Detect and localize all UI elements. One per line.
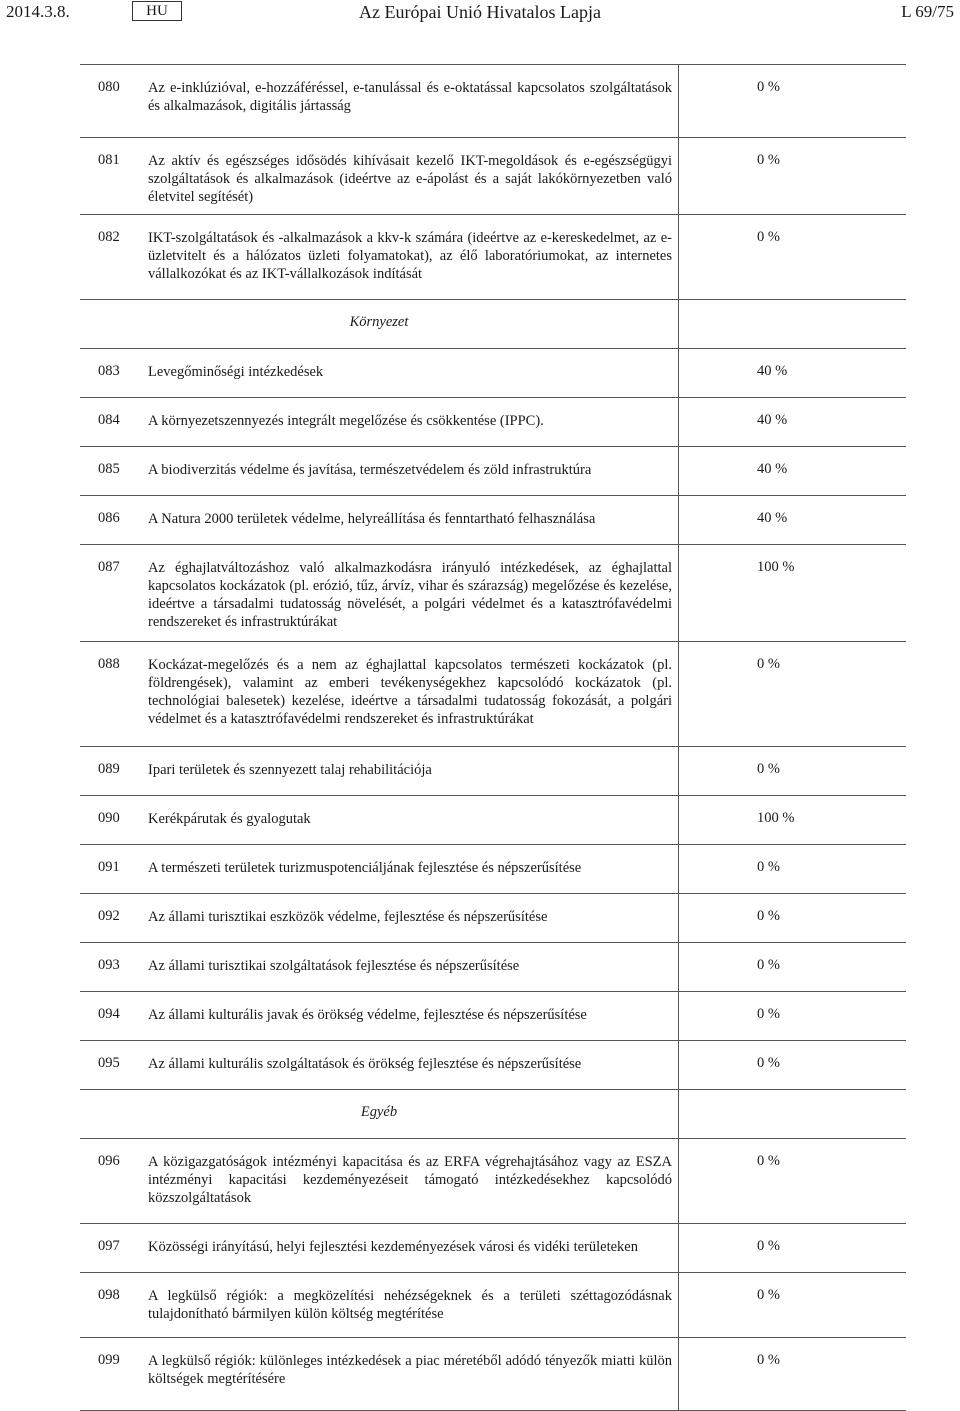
intervention-description: A legkülső régiók: különleges intézkedések a piac méretéből adódó tényezők miatti külön költségek megtérítésére [148, 1353, 672, 1387]
intervention-description: Kockázat-megelőzés és a nem az éghajlattal kapcsolatos természeti kockázatok (pl. földrengések), valamint az emberi tevékenységekhez kapcsolódó kockázatok (pl. technológiai balesetek) kezelése, ideértve a társadalmi tudatosság fokozását, a polgári védelmet és a katasztrófavédelmi rendszereket és infrastruktúrákat [148, 657, 672, 727]
language-code-box: HU [132, 1, 182, 21]
page-number: L 69/75 [901, 2, 954, 21]
coefficient-value: 0 % [678, 992, 906, 1040]
intervention-description: A környezetszennyezés integrált megelőzése és csökkentése (IPPC). [148, 413, 544, 429]
table-row [80, 747, 906, 796]
table-row [80, 845, 906, 894]
intervention-description: Közösségi irányítású, helyi fejlesztési kezdeményezések városi és vidéki területeken [148, 1239, 638, 1255]
coefficient-value: 0 % [678, 1273, 906, 1337]
coefficient-value: 0 % [678, 1041, 906, 1089]
intervention-code: 085 [98, 461, 120, 477]
table-row [80, 65, 906, 138]
intervention-code: 086 [98, 510, 120, 526]
coefficient-value: 0 % [678, 894, 906, 942]
intervention-code: 092 [98, 908, 120, 924]
intervention-code: 083 [98, 363, 120, 379]
intervention-code: 089 [98, 761, 120, 777]
intervention-code: 091 [98, 859, 120, 875]
section-title: Környezet [349, 314, 409, 330]
intervention-code: 099 [98, 1352, 120, 1368]
intervention-code: 082 [98, 229, 120, 245]
intervention-description: Az aktív és egészséges idősödés kihívásait kezelő IKT-megoldások és e-egészségügyi szolgáltatások és alkalmazások (ideértve az e-ápolást és a saját lakókörnyezetben való életvitel segítését) [148, 153, 672, 205]
coefficient-value: 0 % [678, 1139, 906, 1223]
table-row [80, 398, 906, 447]
intervention-description: Levegőminőségi intézkedések [148, 364, 324, 380]
coefficient-value: 0 % [678, 215, 906, 299]
intervention-code: 088 [98, 656, 120, 672]
intervention-code: 097 [98, 1238, 120, 1254]
publication-date: 2014.3.8. [6, 2, 70, 21]
section-heading-row [80, 300, 906, 349]
table-row [80, 1338, 906, 1410]
coefficient-value: 0 % [678, 845, 906, 893]
intervention-description: Az e-inklúzióval, e-hozzáféréssel, e-tanulással és e-oktatással kapcsolatos szolgáltatások és alkalmazások, digitális jártasság [148, 80, 672, 114]
coefficient-value: 100 % [678, 545, 906, 641]
coefficient-value: 40 % [678, 398, 906, 446]
coefficient-value: 0 % [678, 943, 906, 991]
coefficient-cell [678, 300, 906, 348]
intervention-description: IKT-szolgáltatások és -alkalmazások a kkv-k számára (ideértve az e-kereskedelmet, az e-üzletvitelt és a hálózatos üzleti folyamatokat), az élő laboratóriumokat, az internetes vállalkozókat és az IKT-vállalkozások indítását [148, 230, 672, 282]
coefficient-value: 0 % [678, 138, 906, 214]
table-row [80, 496, 906, 545]
intervention-code: 084 [98, 412, 120, 428]
intervention-code: 095 [98, 1055, 120, 1071]
intervention-code: 080 [98, 79, 120, 95]
journal-title: Az Európai Unió Hivatalos Lapja [359, 2, 601, 22]
intervention-description: Ipari területek és szennyezett talaj rehabilitációja [148, 762, 432, 778]
intervention-description: Az állami kulturális szolgáltatások és örökség fejlesztése és népszerűsítése [148, 1056, 582, 1072]
coefficient-value: 40 % [678, 496, 906, 544]
intervention-code: 090 [98, 810, 120, 826]
intervention-description: A biodiverzitás védelme és javítása, természetvédelem és zöld infrastruktúra [148, 462, 592, 478]
intervention-code: 094 [98, 1006, 120, 1022]
table-row [80, 943, 906, 992]
intervention-description: Az éghajlatváltozáshoz való alkalmazkodásra irányuló intézkedések, az éghajlattal kapcsolatos kockázatok (pl. erózió, tűz, árvíz, vihar és szárazság) megelőzése és kezelése, ideértve a társadalmi tudatosság növelését, a polgári védelmet és a katasztrófavédelmi rendszereket és infrastruktúrákat [148, 560, 672, 630]
coefficient-value: 0 % [678, 642, 906, 746]
table-row [80, 215, 906, 300]
table-row [80, 138, 906, 215]
table-row [80, 1041, 906, 1090]
intervention-description: Az állami turisztikai szolgáltatások fejlesztése és népszerűsítése [148, 958, 520, 974]
intervention-description: A természeti területek turizmuspotenciáljának fejlesztése és népszerűsítése [148, 860, 582, 876]
coefficient-value: 0 % [678, 1224, 906, 1272]
table-row [80, 642, 906, 747]
coefficient-value: 0 % [678, 747, 906, 795]
coefficient-value: 100 % [678, 796, 906, 844]
intervention-code: 093 [98, 957, 120, 973]
intervention-table [80, 64, 906, 1411]
table-row [80, 1273, 906, 1338]
intervention-description: Kerékpárutak és gyalogutak [148, 811, 311, 827]
intervention-description: Az állami turisztikai eszközök védelme, fejlesztése és népszerűsítése [148, 909, 548, 925]
table-row [80, 894, 906, 943]
table-row [80, 447, 906, 496]
coefficient-cell [678, 1090, 906, 1138]
intervention-code: 087 [98, 559, 120, 575]
intervention-description: Az állami kulturális javak és örökség védelme, fejlesztése és népszerűsítése [148, 1007, 587, 1023]
intervention-description: A közigazgatóságok intézményi kapacitása és az ERFA végrehajtásához vagy az ESZA intézményi kapacitási kezdeményezéseit támogató intézkedésekhez kapcsolódó közszolgáltatások [148, 1154, 672, 1206]
coefficient-value: 0 % [678, 1338, 906, 1410]
intervention-code: 098 [98, 1287, 120, 1303]
table-row [80, 1224, 906, 1273]
intervention-description: A Natura 2000 területek védelme, helyreállítása és fenntartható felhasználása [148, 511, 596, 527]
table-row [80, 1139, 906, 1224]
page-header [0, 0, 960, 30]
intervention-code: 096 [98, 1153, 120, 1169]
table-row [80, 545, 906, 642]
table-row [80, 349, 906, 398]
coefficient-value: 40 % [678, 447, 906, 495]
coefficient-value: 40 % [678, 349, 906, 397]
section-title: Egyéb [360, 1104, 398, 1120]
intervention-description: A legkülső régiók: a megközelítési nehézségeknek és a területi széttagozódásnak tulajdonítható bármilyen külön költség megtérítése [148, 1288, 672, 1322]
section-heading-row [80, 1090, 906, 1139]
table-row [80, 796, 906, 845]
coefficient-value: 0 % [678, 65, 906, 137]
intervention-code: 081 [98, 152, 120, 168]
table-row [80, 992, 906, 1041]
